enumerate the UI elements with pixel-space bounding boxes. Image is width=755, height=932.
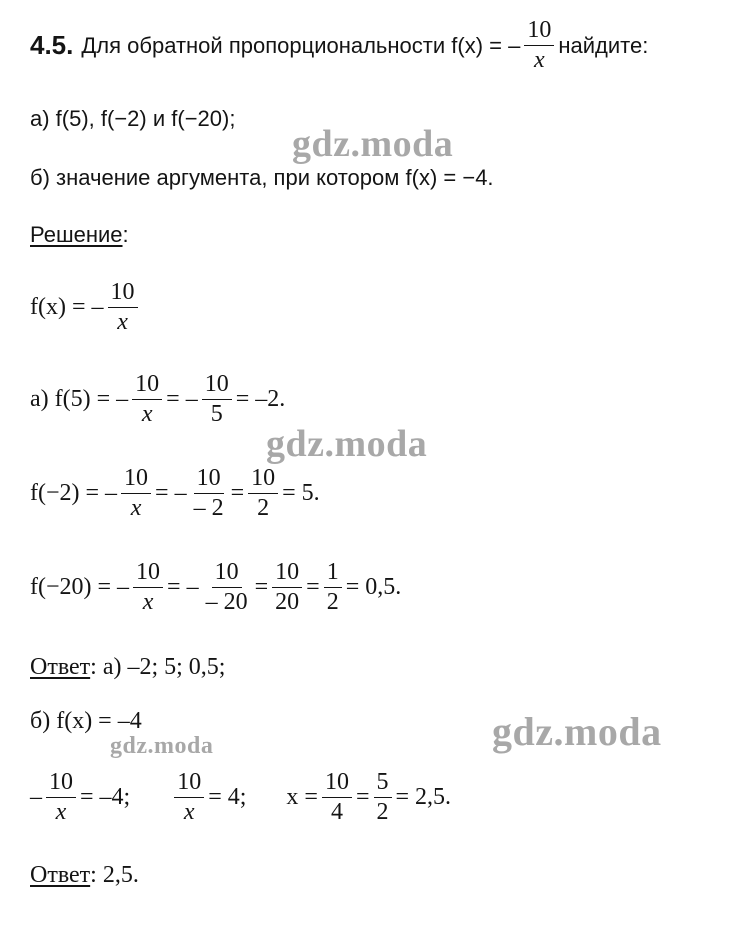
statement-text: Для обратной пропорциональности f(x) = – [81,32,521,58]
equals-sign: = [355,784,370,811]
equation-result: = 0,5. [345,574,402,601]
fraction-numerator: 10 [174,770,204,798]
fraction-numerator: 5 [374,770,392,798]
equation-result: = 5. [282,480,320,507]
answer-a [30,654,225,681]
problem-statement [30,18,648,73]
equations-part-b [30,770,451,825]
fraction-numerator: 1 [324,560,342,588]
fraction-denominator: x [141,401,153,428]
answer-a-value: : а) –2; 5; 0,5; [90,654,226,680]
fraction-numerator: 10 [46,770,76,798]
equation-result: = –2. [235,386,286,413]
fraction-denominator: x [130,495,142,522]
fraction-numerator: 10 [524,18,554,46]
fraction-numerator: 10 [194,466,224,494]
equals-sign: = – [155,480,187,507]
fraction [374,770,392,825]
fraction-denominator: 5 [210,401,223,428]
equation-lhs: а) f(5) = – [30,386,129,413]
equation-result: = 4; [208,784,247,811]
equation-lhs: f(−20) = – [30,574,130,601]
watermark-logo: gdz.moda [492,709,662,754]
fraction-numerator: 10 [272,560,302,588]
equals-sign: = [306,574,320,601]
equals-sign: = [254,574,269,601]
function-lhs: f(x) = – [30,294,104,321]
fraction-denominator: x [142,589,154,616]
fraction-denominator: – 20 [205,589,248,616]
fraction-numerator: 10 [132,372,162,400]
equation-f5 [30,372,285,427]
fraction [322,770,352,825]
fraction-denominator: – 2 [193,495,224,522]
fraction-denominator: 2 [326,589,339,616]
equals-sign: = – [167,574,199,601]
fraction [46,770,76,825]
fraction [121,466,151,521]
equals-sign: = – [166,386,198,413]
fraction-numerator: 10 [202,372,232,400]
equals-sign: = [230,480,245,507]
fraction [248,466,278,521]
problem-number: 4.5. [30,30,74,61]
solution-heading-colon: : [122,222,129,247]
answer-b-value: : 2,5. [90,862,139,888]
solution-heading-label: Решение [30,222,123,247]
watermark-logo: gdz.moda [266,423,428,465]
equation-result: = 2,5. [395,784,452,811]
fraction-denominator: 2 [257,495,270,522]
fraction-numerator: 10 [322,770,352,798]
fraction [202,372,232,427]
fraction-denominator: 2 [376,799,389,826]
equation-lhs: x = [286,784,318,811]
watermark-logo: gdz.moda [292,123,454,165]
part-b-heading: б) f(x) = –4 [30,708,142,734]
fraction [174,770,204,825]
statement-text-end: найдите: [558,32,649,58]
equation-f-minus20 [30,560,401,615]
fraction-numerator: 10 [248,466,278,494]
function-fraction [108,280,138,335]
fraction [191,466,227,521]
equation-result: = –4; [80,784,131,811]
answer-b [30,862,139,889]
problem-part-b: б) значение аргумента, при котором f(x) = −4. [30,165,494,190]
fraction-denominator: 4 [330,799,343,826]
solution-heading [30,222,129,248]
statement-fraction [524,18,554,73]
fraction-numerator: 10 [121,466,151,494]
fraction [203,560,251,615]
watermark-logo: gdz.moda [110,733,214,759]
problem-part-a: а) f(5), f(−2) и f(−20); [30,106,236,131]
fraction-denominator: x [55,799,67,826]
fraction-numerator: 10 [108,280,138,308]
fraction-denominator: x [117,309,128,336]
equation-lhs: f(−2) = – [30,480,118,507]
fraction-numerator: 10 [212,560,242,588]
minus-sign: – [30,784,42,811]
equation-f-minus2 [30,466,320,521]
fraction-numerator: 10 [133,560,163,588]
answer-b-label: Ответ [30,862,91,888]
answer-a-label: Ответ [30,654,91,680]
fraction [324,560,342,615]
function-definition [30,280,142,335]
fraction [132,372,162,427]
fraction-denominator: x [183,799,195,826]
fraction-denominator: 20 [275,589,300,616]
fraction [272,560,302,615]
fraction [133,560,163,615]
fraction-denominator: x [534,47,545,74]
